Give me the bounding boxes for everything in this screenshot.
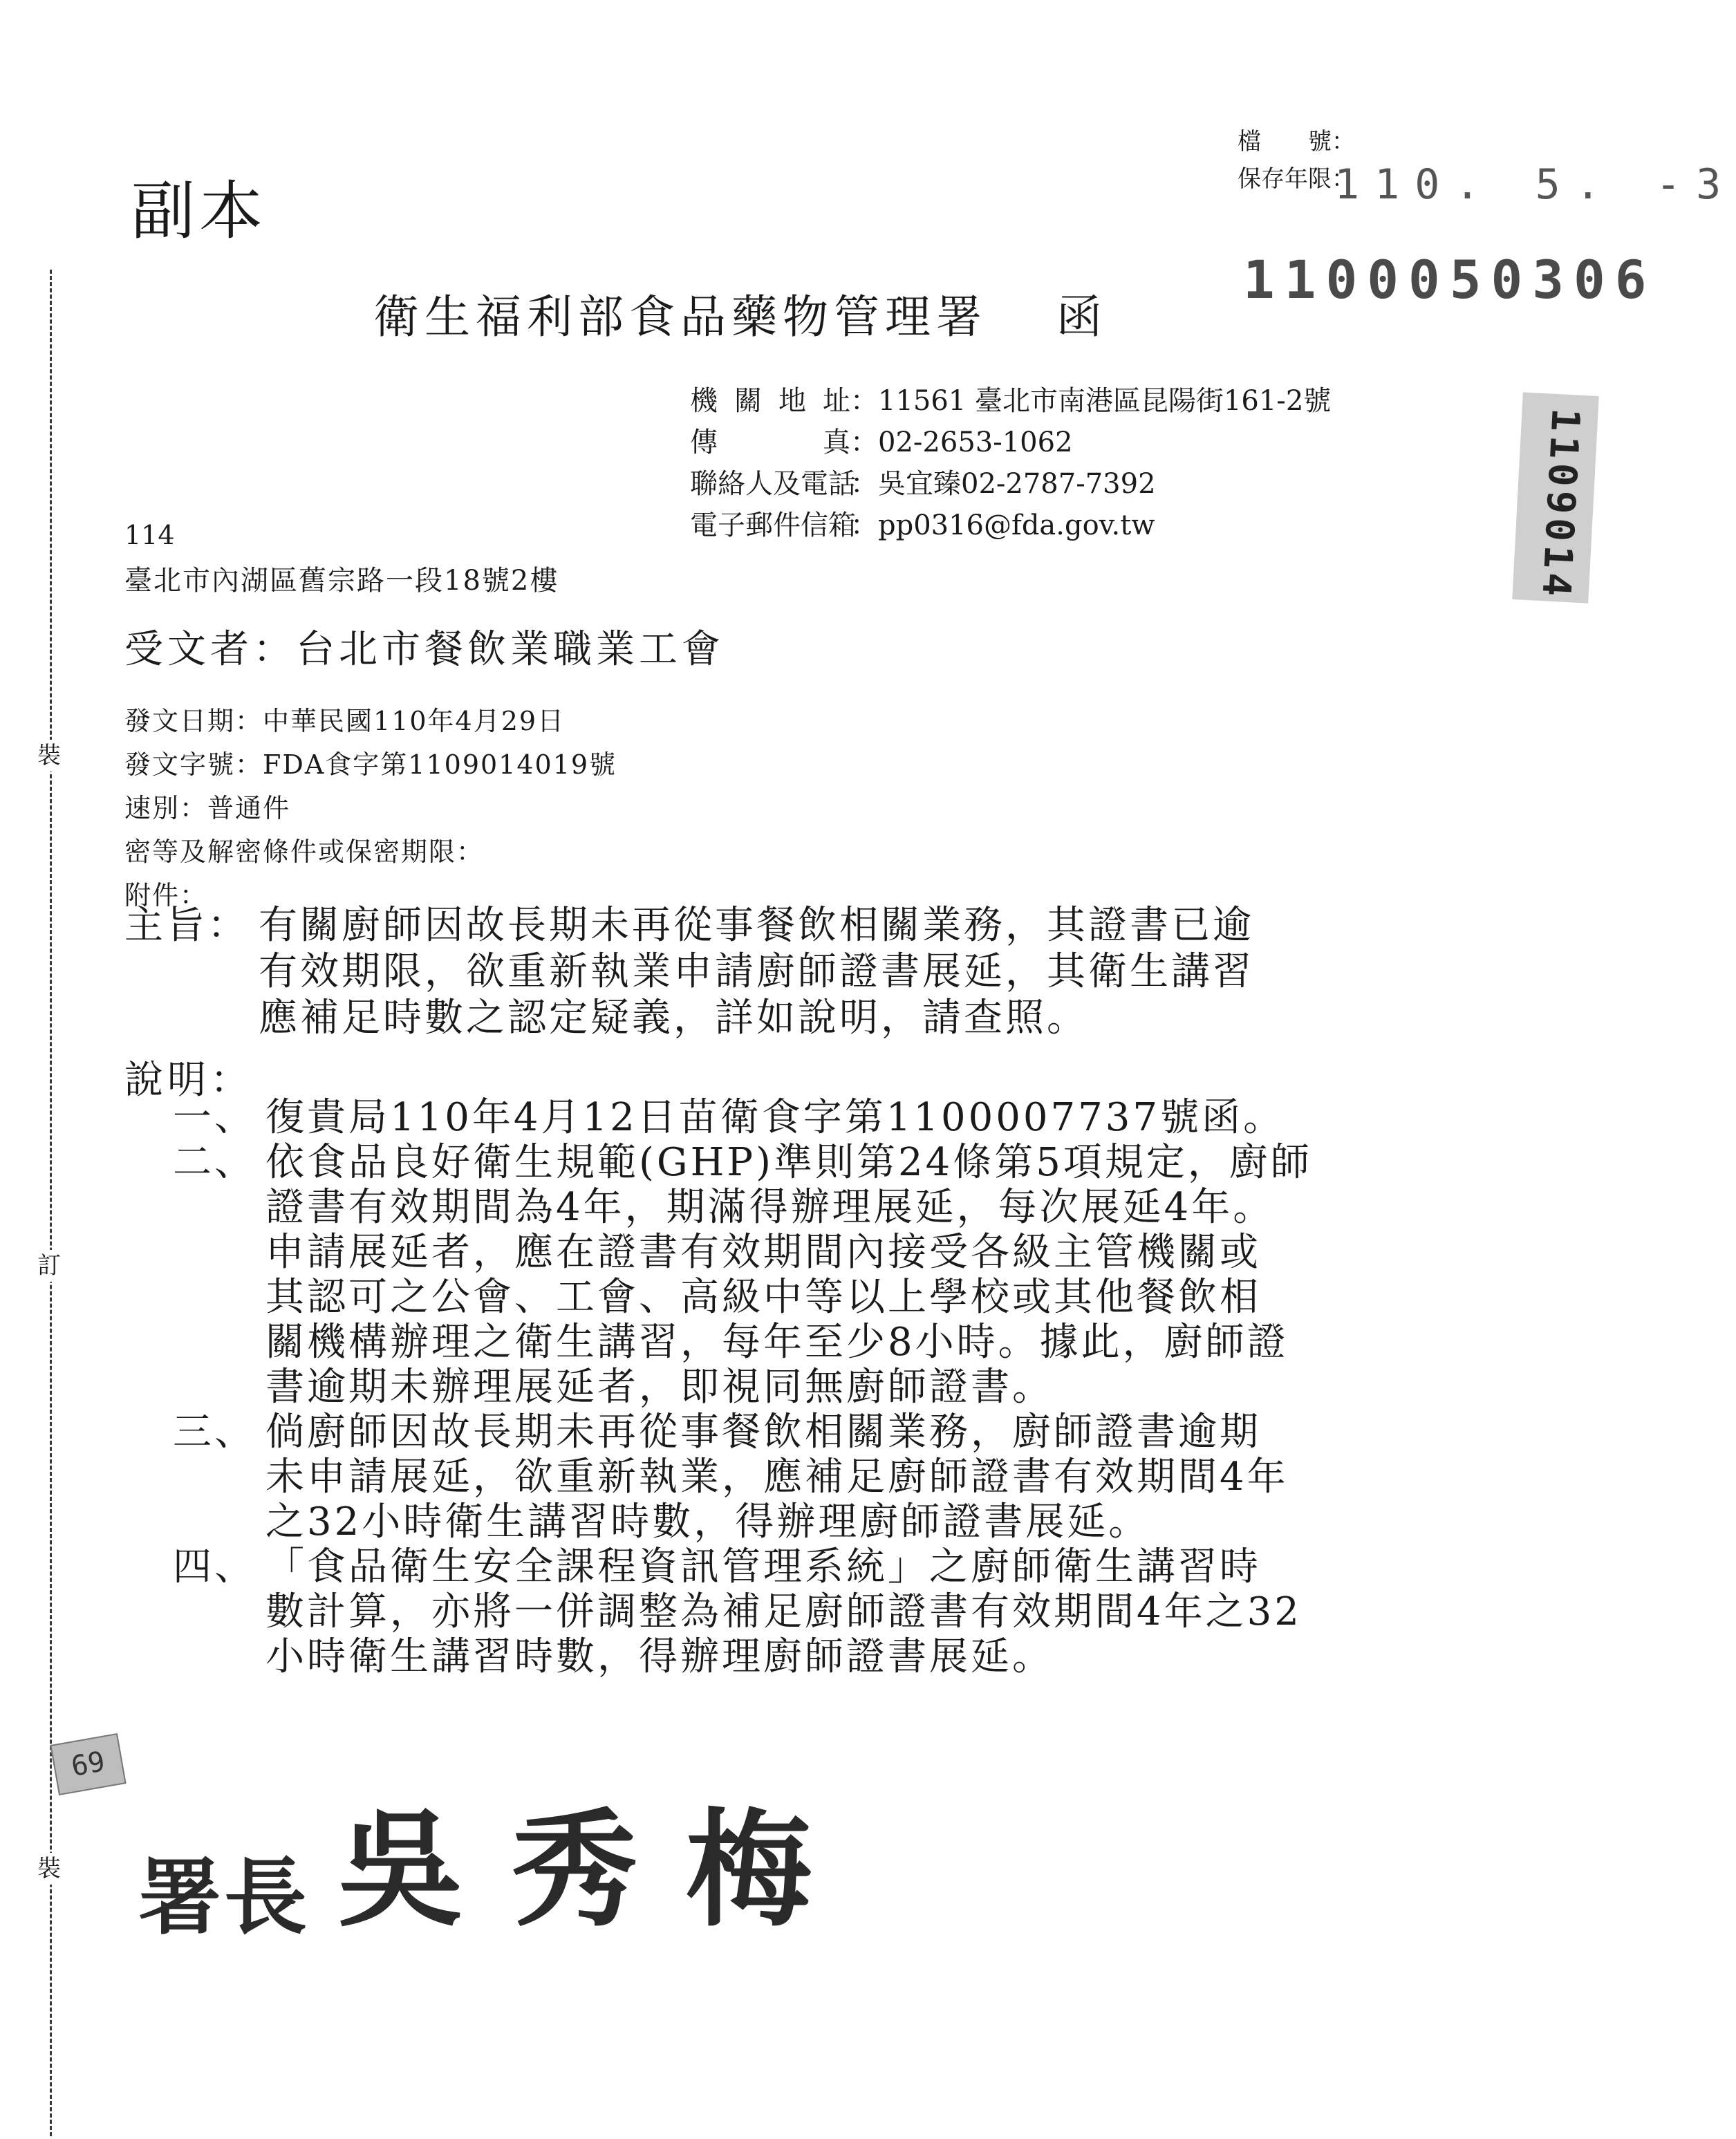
copy-mark: 副本 — [131, 174, 268, 248]
signature — [138, 1770, 860, 1950]
subject-line: 有效期限，欲重新執業申請廚師證書展延，其衛生講習 — [259, 949, 1254, 994]
contact-value: 吳宜臻02-2787-7392 — [878, 468, 1156, 500]
binding-mark: 裝 — [33, 1853, 65, 1885]
item-line: 「食品衛生安全課程資訊管理系統」之廚師衛生講習時 — [265, 1544, 1261, 1589]
binding-mark: 裝 — [33, 740, 65, 772]
contact-email: pp0316@fda.gov.tw — [878, 510, 1155, 541]
subject-line: 應補足時數之認定疑義，詳如說明，請查照。 — [259, 996, 1088, 1040]
seal-corner-mark: 69 — [50, 1733, 126, 1795]
meta-value: FDA食字第1109014019號 — [263, 749, 617, 780]
meta-label: 附件： — [124, 880, 208, 910]
contact-label: 電子郵件信箱 — [690, 510, 856, 541]
contact-label: 傳真 — [690, 427, 850, 458]
recipient-zip: 114 — [124, 520, 175, 550]
item-number: 三、 — [173, 1410, 256, 1455]
item-line: 書逾期未辦理展延者，即視同無廚師證書。 — [265, 1365, 1054, 1410]
item-line: 之32小時衛生講習時數，得辦理廚師證書展延。 — [265, 1500, 1150, 1544]
contact-value: 11561 臺北市南港區昆陽街161-2號 — [878, 385, 1332, 417]
meta-row — [124, 830, 617, 874]
recipient-name: 台北市餐飲業職業工會 — [296, 627, 725, 672]
item-line: 數計算，亦將一併調整為補足廚師證書有效期間4年之32 — [265, 1589, 1302, 1634]
meta-row — [124, 700, 617, 743]
contact-label: 機關地址 — [690, 385, 850, 417]
item-line: 小時衛生講習時數，得辦理廚師證書展延。 — [265, 1634, 1054, 1679]
side-stamp-strip — [1512, 392, 1599, 603]
file-number-label: 檔 號： — [1238, 128, 1355, 156]
subject-label: 主旨： — [124, 903, 249, 948]
retention-label: 保存年限： — [1238, 165, 1355, 193]
item-line: 未申請展延，欲重新執業，應補足廚師證書有效期間4年 — [265, 1455, 1289, 1500]
item-number: 四、 — [173, 1544, 256, 1589]
item-line: 申請展延者，應在證書有效期間內接受各級主管機關或 — [265, 1230, 1261, 1275]
meta-label: 發文字號： — [124, 749, 263, 780]
contact-label: 聯絡人及電話 — [690, 468, 856, 500]
document-meta — [124, 700, 617, 917]
org-name: 衛生福利部食品藥物管理署 — [373, 290, 987, 344]
item-line: 證書有效期間為4年，期滿得辦理展延，每次展延4年。 — [265, 1185, 1275, 1230]
contact-row: 聯絡人及電話：吳宜臻02-2787-7392 — [690, 463, 1331, 505]
item-line: 依食品良好衛生規範(GHP)準則第24條第5項規定，廚師 — [265, 1140, 1312, 1185]
meta-value: 中華民國110年4月29日 — [263, 706, 566, 736]
signatory-name: 吳秀梅 — [337, 1795, 860, 1943]
item-line: 關機構辦理之衛生講習，每年至少8小時。據此，廚師證 — [265, 1320, 1289, 1365]
side-stamp-text: 1109014 — [1533, 407, 1588, 601]
recipient-line — [124, 619, 725, 674]
meta-label: 速別： — [124, 793, 208, 823]
received-date-stamp: 110. 5. -3 — [1334, 160, 1736, 209]
signatory-title: 署長 — [138, 1849, 310, 1946]
recipient-label: 受文者： — [124, 627, 296, 672]
meta-label: 密等及解密條件或保密期限： — [124, 837, 485, 867]
item-number: 二、 — [173, 1140, 256, 1185]
binding-mark: 訂 — [33, 1250, 65, 1282]
meta-row — [124, 787, 617, 830]
contact-block — [690, 380, 1331, 546]
contact-value: 02-2653-1062 — [878, 427, 1073, 458]
doc-type: 函 — [1056, 290, 1108, 344]
serial-stamp: 1100050306 — [1243, 249, 1656, 310]
meta-row — [124, 743, 617, 787]
meta-label: 發文日期： — [124, 706, 263, 736]
item-line: 其認可之公會、工會、高級中等以上學校或其他餐飲相 — [265, 1275, 1261, 1320]
document-header — [373, 280, 1108, 346]
contact-row: 電子郵件信箱：pp0316@fda.gov.tw — [690, 505, 1331, 546]
item-line: 倘廚師因故長期未再從事餐飲相關業務，廚師證書逾期 — [265, 1410, 1261, 1455]
meta-value: 普通件 — [207, 793, 291, 823]
contact-row: 機關地址：11561 臺北市南港區昆陽街161-2號 — [690, 380, 1331, 422]
explanation-label: 說明： — [124, 1058, 253, 1103]
contact-row: 傳真：02-2653-1062 — [690, 422, 1331, 463]
item-line: 復貴局110年4月12日苗衛食字第1100007737號函。 — [265, 1095, 1285, 1140]
recipient-address: 臺北市內湖區舊宗路一段18號2樓 — [124, 565, 559, 597]
item-number: 一、 — [173, 1095, 256, 1140]
subject-line: 有關廚師因故長期未再從事餐飲相關業務，其證書已逾 — [259, 903, 1254, 948]
